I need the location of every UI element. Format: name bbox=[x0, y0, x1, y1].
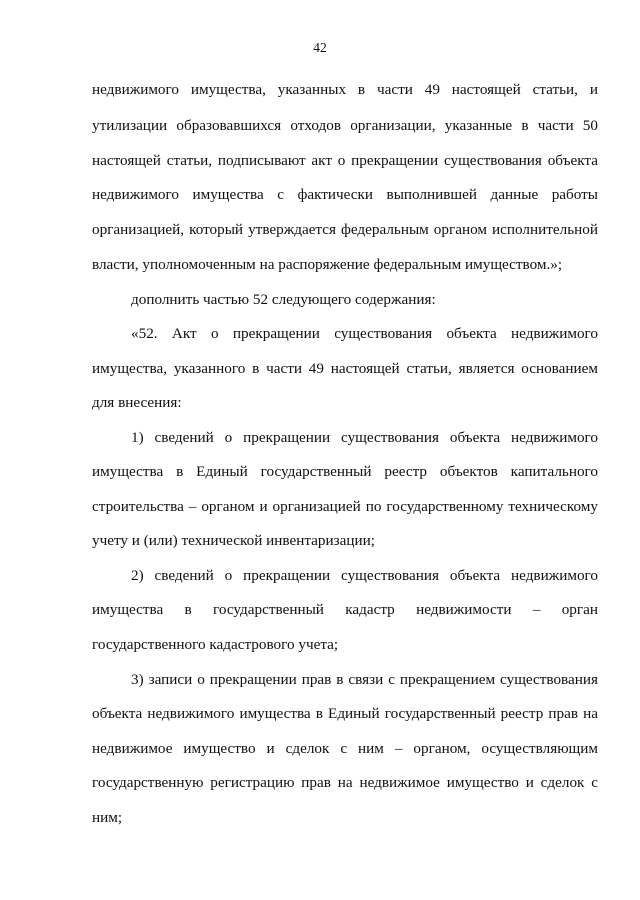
text-line: власти, уполномоченным на распоряжение федеральным имуществом.»; bbox=[92, 256, 563, 273]
text-line: объекта недвижимого имущества в Единый государственный реестр прав на bbox=[92, 705, 598, 722]
text-line: организацией, который утверждается федеральным органом исполнительной bbox=[92, 221, 598, 238]
text-line: 2) сведений о прекращении существования объекта недвижимого bbox=[131, 567, 598, 584]
text-line: 3) записи о прекращении прав в связи с прекращением существования bbox=[131, 671, 598, 688]
text-line: государственную регистрацию прав на недвижимое имущество и сделок с bbox=[92, 774, 598, 791]
text-line: недвижимого имущества, указанных в части 49 настоящей статьи, и bbox=[92, 81, 598, 98]
text-line: имущества в государственный кадастр недвижимости – орган bbox=[92, 601, 598, 618]
page-number: 42 bbox=[313, 40, 327, 55]
text-line: учету и (или) технической инвентаризации; bbox=[92, 532, 375, 549]
text-line: настоящей статьи, подписывают акт о прекращении существования объекта bbox=[92, 152, 598, 169]
text-line: «52. Акт о прекращении существования объекта недвижимого bbox=[131, 325, 598, 342]
text-line: ним; bbox=[92, 809, 123, 826]
text-line: 1) сведений о прекращении существования объекта недвижимого bbox=[131, 429, 598, 446]
text-line: имущества, указанного в части 49 настоящей статьи, является основанием bbox=[92, 360, 598, 377]
text-line: недвижимого имущества с фактически выполнившей данные работы bbox=[92, 186, 598, 203]
text-line: для внесения: bbox=[92, 394, 182, 411]
text-line: государственного кадастрового учета; bbox=[92, 636, 339, 653]
text-line: имущества в Единый государственный реестр объектов капитального bbox=[92, 463, 598, 480]
text-line: строительства – органом и организацией по государственному техническому bbox=[92, 498, 598, 515]
text-line: недвижимое имущество и сделок с ним – органом, осуществляющим bbox=[92, 740, 598, 757]
text-line: утилизации образовавшихся отходов организации, указанные в части 50 bbox=[92, 117, 598, 134]
text-line: дополнить частью 52 следующего содержания: bbox=[131, 291, 436, 308]
